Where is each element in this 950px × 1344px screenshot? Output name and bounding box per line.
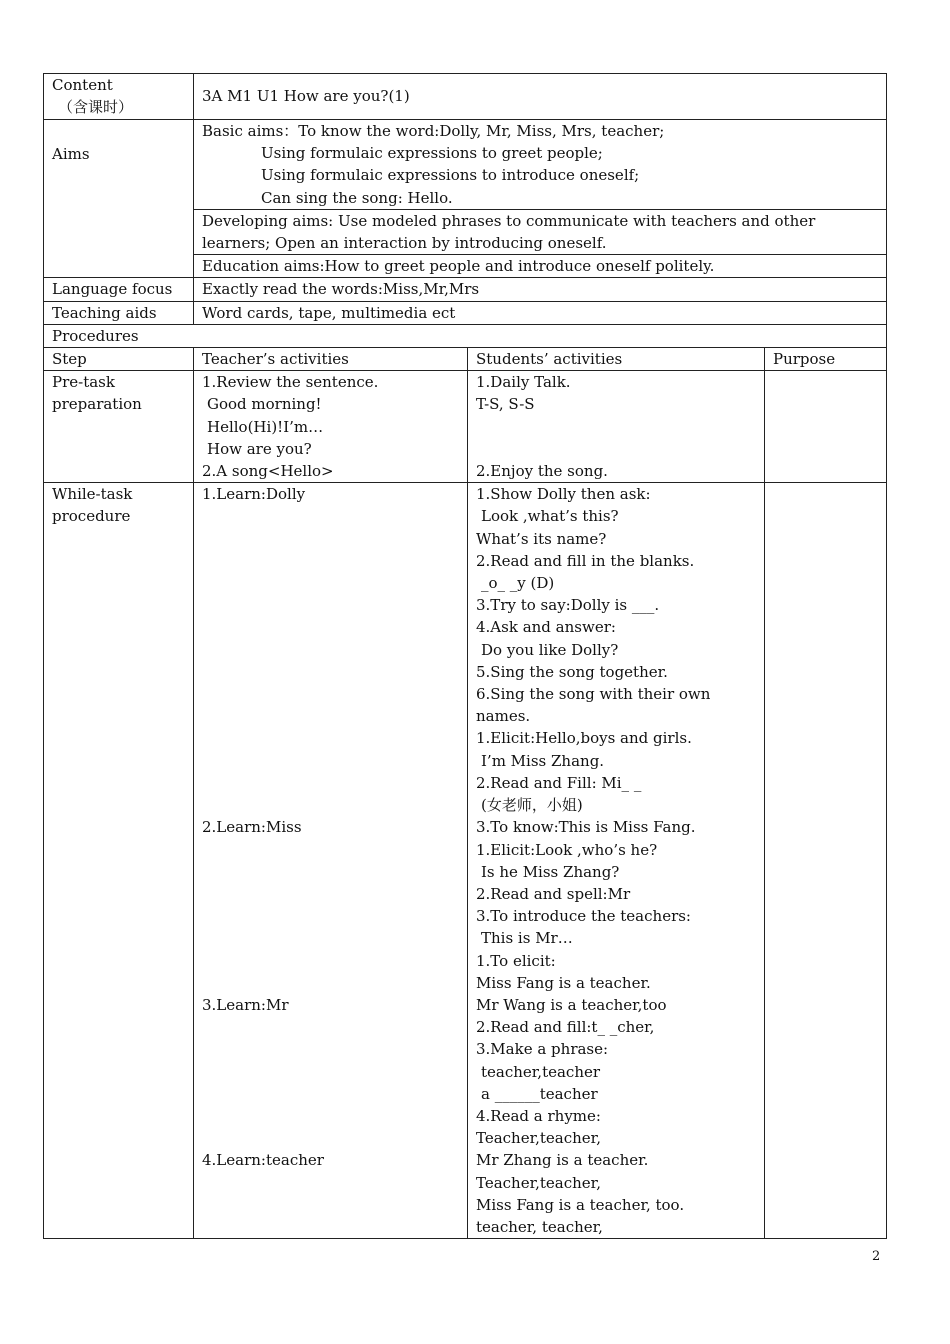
procedures-label: Procedures bbox=[44, 324, 887, 347]
content-label-cn: （含课时） bbox=[58, 98, 134, 117]
header-purpose: Purpose bbox=[765, 348, 887, 371]
while-task-row bbox=[44, 483, 887, 1239]
pre-task-step: Pre-task preparation bbox=[44, 371, 194, 483]
basic-aim: Using formulaic expressions to introduce oneself; bbox=[261, 166, 640, 185]
teaching-aids-value: Word cards, tape, multimedia ect bbox=[194, 301, 887, 324]
basic-aims bbox=[194, 120, 887, 210]
basic-aim: Basic aims：To know the word:Dolly, Mr, Miss, Mrs, teacher; bbox=[202, 122, 665, 140]
header-row bbox=[44, 348, 887, 371]
while-task-step: While-task procedure bbox=[44, 483, 194, 1239]
while-task-purpose bbox=[765, 483, 887, 1239]
lesson-plan-table bbox=[43, 73, 887, 1239]
content-label-cell bbox=[44, 74, 194, 120]
language-focus-row bbox=[44, 278, 887, 301]
header-teacher: Teacher’s activities bbox=[194, 348, 468, 371]
procedures-row bbox=[44, 324, 887, 347]
pre-task-row bbox=[44, 371, 887, 483]
pre-task-students: 1.Daily Talk. T-S, S-S 2.Enjoy the song. bbox=[468, 371, 765, 483]
pre-task-teacher: 1.Review the sentence. Good morning! Hello(Hi)!I’m… How are you? 2.A song<Hello> bbox=[194, 371, 468, 483]
teaching-aids-label: Teaching aids bbox=[44, 301, 194, 324]
education-aims: Education aims:How to greet people and introduce oneself politely. bbox=[194, 255, 887, 278]
content-label: Content bbox=[52, 76, 113, 94]
language-focus-value: Exactly read the words:Miss,Mr,Mrs bbox=[194, 278, 887, 301]
content-row bbox=[44, 74, 887, 120]
while-task-teacher: 1.Learn:Dolly 2.Learn:Miss 3.Learn:Mr 4.Learn:teacher bbox=[194, 483, 468, 1239]
developing-aims: Developing aims: Use modeled phrases to communicate with teachers and other learners; Open an interaction by introducing oneself. bbox=[194, 209, 887, 254]
aims-label: Aims bbox=[44, 120, 194, 278]
pre-task-purpose bbox=[765, 371, 887, 483]
teaching-aids-row bbox=[44, 301, 887, 324]
header-step: Step bbox=[44, 348, 194, 371]
aims-basic-row bbox=[44, 120, 887, 210]
language-focus-label: Language focus bbox=[44, 278, 194, 301]
page-number: 2 bbox=[872, 1249, 881, 1264]
content-value: 3A M1 U1 How are you?(1) bbox=[194, 74, 887, 120]
basic-aim: Using formulaic expressions to greet people; bbox=[261, 144, 603, 163]
while-task-students: 1.Show Dolly then ask: Look ,what’s this? What’s its name? 2.Read and fill in the blanks. _o_ _y (D) 3.Try to say:Dolly is ___. 4.Ask and answer: Do you like Dolly? 5.Sing the song together. 6.Sing the song with their own names. 1.Elicit:Hello,boys and girls. I’m Miss Zhang. 2.Read and Fill: Mi_ _ (女老师，小姐) 3.To know:This is Miss Fang. 1.Elicit:Look ,who’s he? Is he Miss Zhang? 2.Read and spell:Mr 3.To introduce the teachers: This is Mr… 1.To elicit: Miss Fang is a teacher. Mr Wang is a teacher,too 2.Read and fill:t_ _cher, 3.Make a phrase: teacher,teacher a ______teacher 4.Read a rhyme: Teacher,teacher, Mr Zhang is a teacher. Teacher,teacher, Miss Fang is a teacher, too. teacher, teacher, bbox=[468, 483, 765, 1239]
basic-aim: Can sing the song: Hello. bbox=[261, 188, 453, 207]
header-students: Students’ activities bbox=[468, 348, 765, 371]
